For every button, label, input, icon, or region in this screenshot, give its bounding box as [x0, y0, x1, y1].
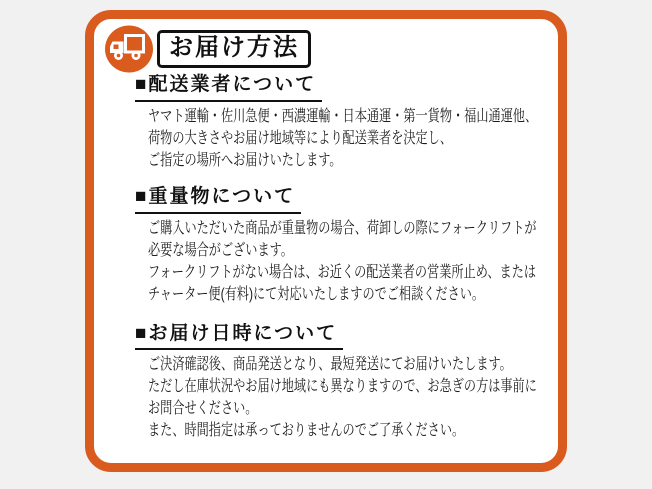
section-heading: ■重量物について: [135, 185, 301, 214]
body-line: ご購入いただいた商品が重量物の場合、荷卸しの際にフォークリフトが: [148, 219, 537, 237]
body-line: ご指定の場所へお届けいたします。: [148, 151, 342, 169]
delivery-info-panel: [85, 10, 567, 472]
section-body: [148, 354, 548, 442]
panel-header: [105, 25, 558, 73]
section-delivery-datetime: [135, 322, 548, 443]
body-line: ただし在庫状況やお届け地域にも異なりますので、お急ぎの方は事前に: [148, 378, 537, 396]
section-heading: ■配送業者について: [135, 73, 322, 102]
section-body: [148, 218, 548, 306]
body-line: フォークリフトがない場合は、お近くの配送業者の営業所止め、または: [148, 263, 537, 281]
body-line: 荷物の大きさやお届け地域等により配送業者を決定し、: [148, 129, 453, 147]
section-body: [148, 106, 548, 172]
panel-title: お届け方法: [157, 30, 311, 68]
body-line: チャーター便(有料)にて対応いたしますのでご相談ください。: [148, 285, 485, 303]
body-line: また、時間指定は承っておりませんのでご了承ください。: [148, 422, 465, 440]
body-line: ヤマト運輸・佐川急便・西濃運輸・日本通運・第一貨物・福山通運他、: [148, 107, 538, 125]
body-line: お問合せください。: [148, 400, 258, 418]
section-heading: ■お届け日時について: [135, 322, 343, 351]
body-line: ご決済確認後、商品発送となり、最短発送にてお届けいたします。: [148, 356, 512, 374]
section-shipping-carriers: [135, 73, 548, 172]
section-heavy-items: [135, 185, 548, 306]
sections-container: [135, 73, 548, 442]
body-line: 必要な場合がございます。: [148, 241, 293, 259]
truck-icon: [105, 25, 153, 73]
